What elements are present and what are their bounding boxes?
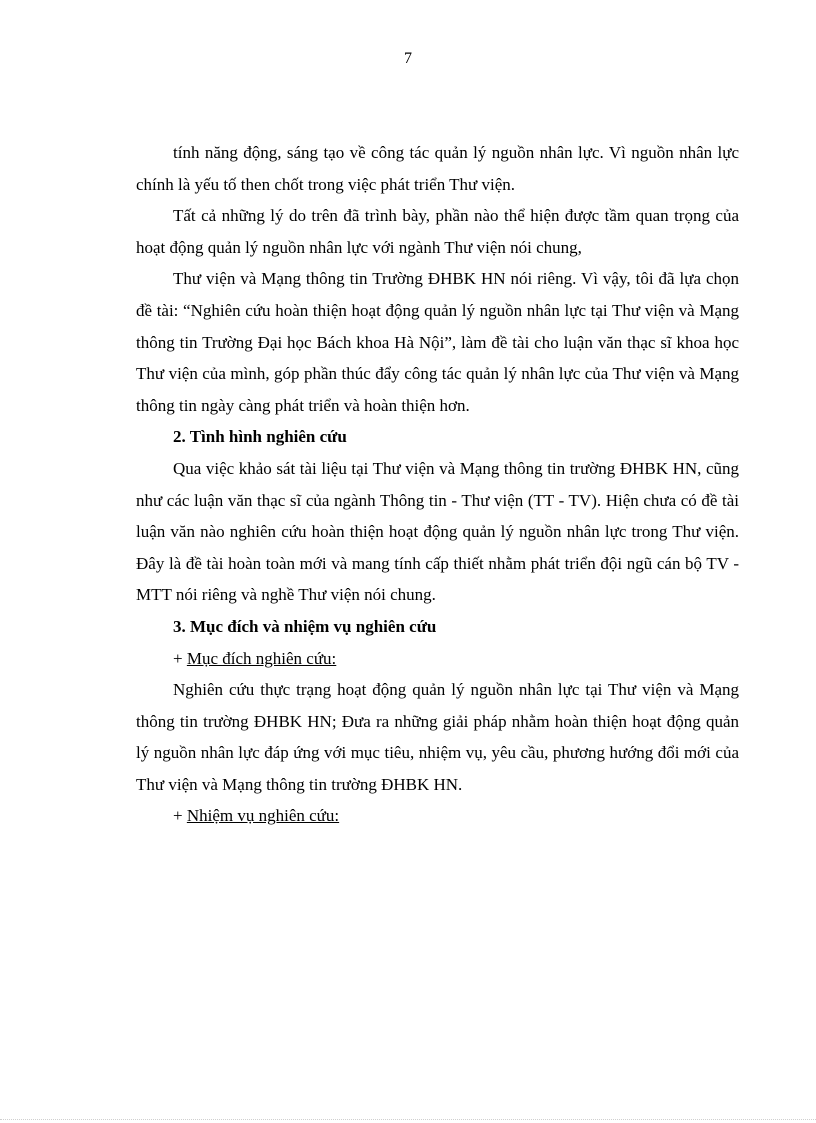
document-body (136, 137, 739, 832)
paragraph-2: Tất cả những lý do trên đã trình bày, phần nào thể hiện được tầm quan trọng của hoạt động quản lý nguồn nhân lực với ngành Thư viện nói chung, (136, 206, 739, 257)
section-heading-3: 3. Mục đích và nhiệm vụ nghiên cứu (173, 616, 437, 636)
paragraph-3: Thư viện và Mạng thông tin Trường ĐHBK HN nói riêng. Vì vậy, tôi đã lựa chọn đề tài: “Nghiên cứu hoàn thiện hoạt động quản lý nguồn nhân lực tại Thư viện và Mạng thông tin Trường Đại học Bách khoa Hà Nội”, làm đề tài cho luận văn thạc sĩ khoa học Thư viện của mình, góp phần thúc đẩy công tác quản lý nhân lực của Thư viện và Mạng thông tin ngày càng phát triển và hoàn thiện hơn. (136, 269, 739, 415)
subheading-tasks-prefix: + (173, 806, 187, 826)
subheading-tasks-label: Nhiệm vụ nghiên cứu: (186, 806, 340, 826)
paragraph-5: Nghiên cứu thực trạng hoạt động quản lý nguồn nhân lực tại Thư viện và Mạng thông tin trường ĐHBK HN; Đưa ra những giải pháp nhằm hoàn thiện hoạt động quản lý nguồn nhân lực đáp ứng với mục tiêu, nhiệm vụ, yêu cầu, phương hướng đổi mới của Thư viện và Mạng thông tin trường ĐHBK HN. (136, 680, 739, 794)
section-heading-2: 2. Tình hình nghiên cứu (173, 427, 347, 447)
paragraph-1: tính năng động, sáng tạo về công tác quản lý nguồn nhân lực. Vì nguồn nhân lực chính là yếu tố then chốt trong việc phát triển Thư viện. (136, 143, 739, 194)
paragraph-4: Qua việc khảo sát tài liệu tại Thư viện và Mạng thông tin trường ĐHBK HN, cũng như các luận văn thạc sĩ của ngành Thông tin - Thư viện (TT - TV). Hiện chưa có đề tài luận văn nào nghiên cứu hoàn thiện hoạt động quản lý nguồn nhân lực trong Thư viện. Đây là đề tài hoàn toàn mới và mang tính cấp thiết nhằm phát triển đội ngũ cán bộ TV - MTT nói riêng và nghề Thư viện nói chung. (136, 458, 739, 605)
subheading-purpose (136, 643, 739, 675)
page-bottom-border (0, 1119, 816, 1120)
subheading-tasks (136, 800, 739, 832)
page-number: 7 (404, 50, 412, 67)
subheading-purpose-label: Mục đích nghiên cứu: (186, 648, 337, 668)
subheading-purpose-prefix: + (173, 648, 187, 668)
